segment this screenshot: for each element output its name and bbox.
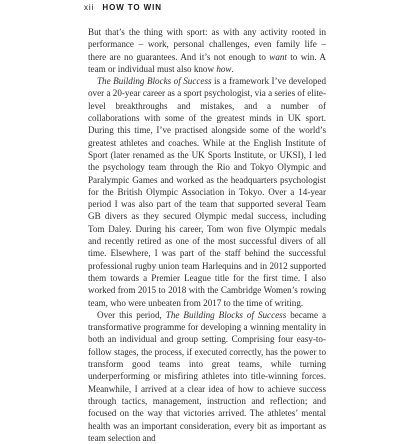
body-text — [88, 26, 326, 444]
text-segment: But that’s the thing with sport: as with any activity rooted in performance – work, personal challenges, even family life – there are no guarantees. And it’s not enough to — [88, 27, 326, 62]
text-segment: . — [231, 63, 234, 74]
page-number: xii — [84, 3, 95, 12]
text-segment: became a transformative programme for developing a winning mentality in both an individual and group setting. Comprising four easy-to-follow stages, the process, if executed correctly, has the power to transform good teams into great teams, while turning underperforming or misfiring athletes into title-winning forces. Meanwhile, I arrived at a clear idea of how to achieve success through tactics, management, instruction and reflection; and focused on the way that victories arrived. The athletes’ mental health was an important consideration, every bit as important as team selection and — [88, 309, 326, 443]
italic-text-segment: how — [216, 63, 232, 74]
text-segment: Over this period, — [97, 309, 166, 320]
running-head — [84, 3, 162, 13]
paragraph-2 — [88, 75, 326, 309]
paragraph-1 — [88, 26, 326, 75]
italic-text-segment: The Building Blocks of Success — [165, 309, 287, 320]
italic-text-segment: The Building Blocks of Success — [97, 76, 212, 87]
running-title: HOW TO WIN — [102, 3, 162, 12]
paragraph-3 — [88, 309, 326, 444]
text-segment: to win. A team or individual must also know — [88, 51, 327, 74]
italic-text-segment: want — [269, 51, 287, 62]
text-segment: is a framework I’ve developed over a 20-year career as a sport psychologist, via a series of elite-level breakthroughs and mistakes, and a number of collaborations with some of the greatest minds in UK sport. During this time, I’ve practised alongside some of the world’s greatest athletes and coaches. While at the English Institute of Sport (later renamed as the UK Sports Institute, or UKSI), I led the psychology team through the Rio and Tokyo Olympic and Paralympic Games and worked as the headquarters psychologist for the British Olympic Association in Tokyo. Over a 14-year period I was also part of the team that supported several Team GB divers as they secured Olympic medal success, including Tom Daley. During his career, Tom won five Olympic medals and recently retired as one of the most successful divers of all time. Elsewhere, I was part of the staff behind the successful professional rugby union team Harlequins and in 2012 supported them towards a Premier League title for the first time. I also worked from 2015 to 2018 with the Cambridge Women’s rowing team, who were unbeaten from 2017 to the time of writing. — [88, 76, 326, 308]
